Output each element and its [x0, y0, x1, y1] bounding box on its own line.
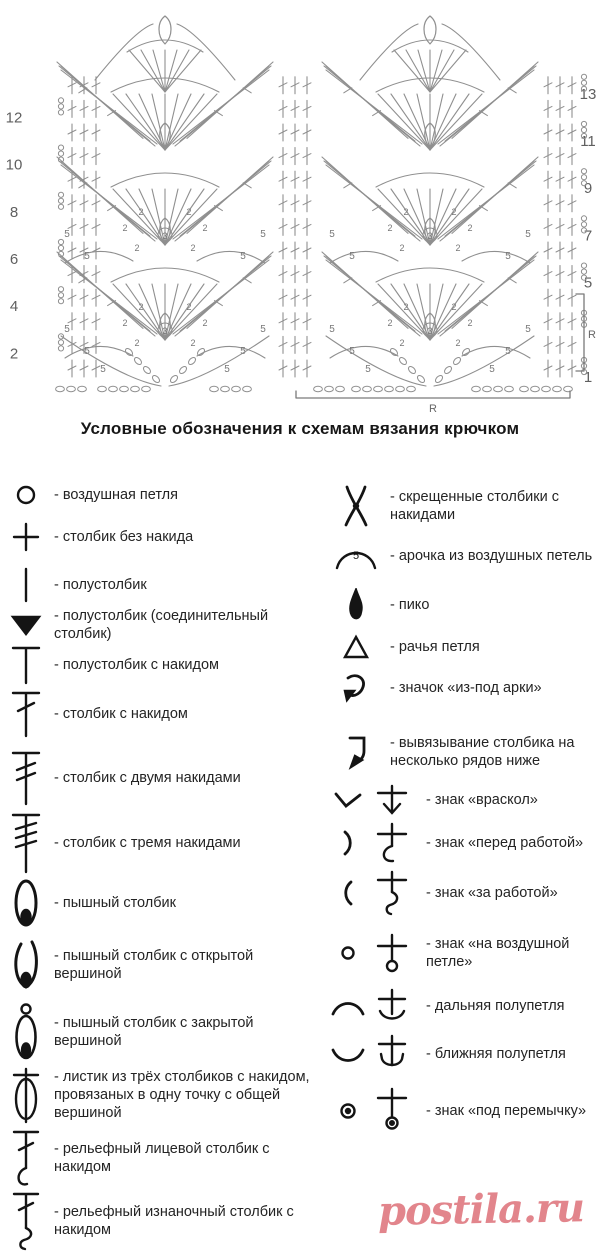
icon-cell: [330, 1042, 366, 1066]
svg-text:2: 2: [122, 223, 128, 233]
svg-text:5: 5: [224, 364, 230, 375]
svg-text:12: 12: [5, 109, 23, 127]
svg-text:2: 2: [387, 318, 393, 328]
crab-stitch-icon: [342, 633, 370, 661]
svg-text:5: 5: [64, 229, 70, 240]
legend-item-label: - полустолбик с накидом: [54, 656, 220, 673]
svg-text:R: R: [588, 329, 596, 341]
under-arch-icon: [342, 672, 370, 704]
leaf-cluster-icon: [11, 1065, 41, 1125]
legend-item-label: - значок «из-под арки»: [390, 679, 542, 696]
icon-cell: [366, 869, 418, 917]
svg-text:5: 5: [505, 251, 511, 262]
under-bar-stitch-icon: [374, 1087, 410, 1135]
icon-cell: [330, 1099, 366, 1123]
ring-dot-icon: [336, 1099, 360, 1123]
svg-text:2: 2: [467, 318, 473, 328]
svg-text:5: 5: [365, 364, 371, 375]
svg-text:5: 5: [100, 364, 106, 375]
puff-stitch-icon: [12, 877, 40, 929]
svg-text:2: 2: [467, 223, 473, 233]
split-stitch-icon: [374, 782, 410, 818]
watermark-logo: postila.ru: [377, 1184, 585, 1235]
legend-item-label: - пышный столбик: [54, 894, 177, 911]
svg-text:2: 2: [190, 338, 196, 348]
svg-text:5: 5: [260, 324, 266, 335]
legend-item-right-8: [330, 818, 598, 868]
legend-item-right-13: [330, 1084, 598, 1138]
legend-item-left-6: [6, 688, 316, 740]
svg-text:10: 10: [5, 156, 23, 174]
svg-text:2: 2: [138, 302, 144, 312]
svg-text:5: 5: [64, 324, 70, 335]
slip-stitch-icon: [10, 613, 42, 637]
legend-item-label: - пышный столбик с открытой вершиной: [54, 947, 254, 982]
legend-item-left-4: [6, 607, 316, 643]
svg-text:3: 3: [162, 231, 168, 241]
svg-text:2: 2: [186, 207, 192, 217]
icon-cell: [6, 811, 46, 875]
icon-cell: [6, 1126, 46, 1190]
legend-item-label: - воздушная петля: [54, 486, 178, 503]
legend-item-right-3: [330, 586, 598, 624]
svg-text:5: 5: [525, 324, 531, 335]
icon-cell: [6, 1002, 46, 1062]
icon-cell: [330, 942, 366, 964]
icon-cell: [6, 689, 46, 739]
svg-text:2: 2: [387, 223, 393, 233]
legend-item-label: - рельефный лицевой столбик с накидом: [54, 1140, 270, 1175]
svg-text:2: 2: [134, 243, 140, 253]
far-arc-icon: [330, 994, 366, 1018]
legend-item-left-12: [6, 1062, 316, 1128]
svg-text:2: 2: [451, 207, 457, 217]
half-stitch-icon: [13, 566, 39, 604]
icon-cell: [6, 877, 46, 929]
svg-text:5: 5: [352, 550, 360, 562]
triple-wrap-icon: [10, 811, 42, 875]
icon-cell: [6, 938, 46, 992]
legend-title: Условные обозначения к схемам вязания крючком: [80, 419, 520, 438]
legend-item-label: - знак «на воздушной петле»: [426, 935, 570, 970]
near-arc-icon: [330, 1042, 366, 1066]
legend-item-left-11: [6, 1000, 316, 1064]
svg-text:2: 2: [202, 318, 208, 328]
icon-cell: [6, 520, 46, 554]
legend-item-label: - рельефный изнаночный столбик с накидом: [54, 1203, 294, 1238]
legend-item-left-8: [6, 810, 316, 876]
chain-arch-icon: [333, 541, 379, 571]
icon-cell: [330, 588, 382, 622]
legend-item-label: - столбик без накида: [54, 528, 194, 545]
legend-item-label: - столбик с двумя накидами: [54, 769, 241, 786]
legend-item-label: - столбик с тремя накидами: [54, 834, 241, 851]
legend-item-label: - знак «под перемычку»: [426, 1102, 587, 1119]
icon-cell: [330, 878, 366, 908]
svg-text:5: 5: [240, 251, 246, 262]
svg-text:5: 5: [329, 229, 335, 240]
crossed-dc-icon: [340, 483, 372, 529]
legend-item-right-5: [330, 668, 598, 708]
icon-cell: [330, 633, 382, 661]
icon-cell: [6, 1065, 46, 1125]
svg-text:2: 2: [122, 318, 128, 328]
legend-item-right-4: [330, 630, 598, 664]
svg-text:6: 6: [9, 251, 19, 268]
legend-item-left-2: [6, 512, 316, 562]
svg-text:2: 2: [186, 302, 192, 312]
legend-item-label: - вывязывание столбика на несколько рядов ниже: [390, 734, 575, 769]
svg-text:2: 2: [202, 223, 208, 233]
svg-text:5: 5: [329, 324, 335, 335]
svg-text:8: 8: [9, 203, 19, 221]
icon-cell: [330, 672, 382, 704]
svg-text:5: 5: [505, 346, 511, 357]
legend-item-label: - полустолбик (соединительный столбик): [54, 607, 269, 642]
svg-text:13: 13: [579, 85, 597, 103]
svg-text:7: 7: [583, 227, 593, 245]
icon-cell: [366, 782, 418, 818]
svg-text:2: 2: [134, 338, 140, 348]
icon-cell: [6, 566, 46, 604]
icon-cell: [6, 613, 46, 637]
legend-item-left-14: [6, 1188, 316, 1254]
legend-item-label: - дальняя полупетля: [426, 997, 565, 1014]
legend-item-left-9: [6, 876, 316, 930]
svg-text:9: 9: [583, 180, 593, 198]
legend-item-right-9: [330, 866, 598, 920]
legend-item-label: - столбик с накидом: [54, 705, 188, 722]
paren-left-icon: [338, 878, 358, 908]
legend-item-label: - арочка из воздушных петель: [390, 547, 593, 564]
svg-text:3: 3: [427, 231, 433, 241]
back-relief-dc-icon: [10, 1188, 42, 1254]
svg-text:2: 2: [9, 345, 19, 363]
svg-text:2: 2: [455, 338, 461, 348]
legend-item-label: - скрещенные столбики с накидами: [390, 488, 560, 523]
legend-item-label: - знак «перед работой»: [426, 834, 584, 851]
svg-text:11: 11: [580, 133, 596, 150]
icon-cell: [366, 1034, 418, 1074]
icon-cell: [330, 788, 366, 812]
icon-cell: [6, 482, 46, 508]
legend-item-label: - пышный столбик с закрытой вершиной: [54, 1014, 254, 1049]
behind-work-stitch-icon: [374, 869, 410, 917]
svg-text:5: 5: [583, 274, 593, 292]
ring-small-icon: [337, 942, 359, 964]
double-wrap-icon: [10, 749, 42, 807]
legend-item-left-13: [6, 1122, 316, 1194]
svg-text:5: 5: [349, 251, 355, 262]
on-chain-stitch-icon: [374, 931, 410, 975]
legend-item-left-1: [6, 478, 316, 512]
legend-item-label: - знак «за работой»: [426, 884, 558, 901]
legend-item-right-12: [330, 1030, 598, 1078]
svg-text:5: 5: [84, 251, 90, 262]
legend-item-right-2: [330, 538, 598, 574]
icon-cell: [6, 749, 46, 807]
legend-item-left-7: [6, 748, 316, 808]
rows-below-icon: [342, 734, 370, 770]
far-half-loop-stitch-icon: [374, 987, 410, 1025]
icon-cell: [330, 541, 382, 571]
legend-item-label: - пико: [390, 596, 430, 613]
svg-text:3: 3: [162, 326, 168, 336]
half-double-icon: [10, 644, 42, 686]
paren-right-icon: [338, 828, 358, 858]
crochet-chart-drawing: [0, 0, 600, 416]
puff-closed-top-icon: [12, 1002, 40, 1062]
icon-cell: [330, 994, 366, 1018]
icon-cell: [6, 644, 46, 686]
icon-cell: [6, 1188, 46, 1254]
legend-item-label: - полустолбик: [54, 576, 147, 593]
icon-cell: [330, 734, 382, 770]
legend-item-left-10: [6, 936, 316, 994]
legend-item-label: - ближняя полупетля: [426, 1045, 566, 1062]
svg-text:5: 5: [489, 364, 495, 375]
single-crochet-icon: [11, 520, 41, 554]
svg-text:1: 1: [583, 369, 593, 386]
v-mark-icon: [333, 788, 363, 812]
legend-item-right-6: [330, 726, 598, 778]
legend-item-label: - знак «враскол»: [426, 791, 538, 808]
legend-item-left-5: [6, 642, 316, 688]
svg-text:5: 5: [260, 229, 266, 240]
legend-item-right-10: [330, 928, 598, 978]
double-crochet-icon: [10, 689, 42, 739]
svg-text:2: 2: [399, 338, 405, 348]
icon-cell: [366, 931, 418, 975]
legend-item-label: - листик из трёх столбиков с накидом, провязаных в одну точку с общей вершиной: [54, 1068, 310, 1122]
icon-cell: [330, 828, 366, 858]
icon-cell: [366, 987, 418, 1025]
icon-cell: [366, 821, 418, 865]
svg-text:R: R: [429, 403, 437, 415]
front-work-stitch-icon: [374, 821, 410, 865]
icon-cell: [330, 483, 382, 529]
legend-item-right-11: [330, 982, 598, 1030]
svg-text:2: 2: [403, 302, 409, 312]
picot-icon: [343, 588, 369, 622]
svg-text:2: 2: [399, 243, 405, 253]
svg-text:2: 2: [138, 207, 144, 217]
svg-text:5: 5: [349, 346, 355, 357]
near-half-loop-stitch-icon: [374, 1034, 410, 1074]
svg-text:5: 5: [525, 229, 531, 240]
puff-open-top-icon: [12, 938, 40, 992]
crochet-pattern-chart: [0, 0, 600, 416]
legend-item-label: - рачья петля: [390, 638, 480, 655]
legend-item-left-3: [6, 560, 316, 610]
legend-item-right-7: [330, 780, 598, 820]
icon-cell: [366, 1087, 418, 1135]
svg-text:4: 4: [9, 298, 19, 316]
svg-text:5: 5: [84, 346, 90, 357]
chain-loop-icon: [13, 482, 39, 508]
svg-text:3: 3: [427, 326, 433, 336]
svg-text:5: 5: [240, 346, 246, 357]
front-relief-dc-icon: [10, 1126, 42, 1190]
svg-text:2: 2: [190, 243, 196, 253]
svg-text:2: 2: [451, 302, 457, 312]
svg-text:2: 2: [403, 207, 409, 217]
svg-text:2: 2: [455, 243, 461, 253]
legend-item-right-1: [330, 480, 598, 532]
